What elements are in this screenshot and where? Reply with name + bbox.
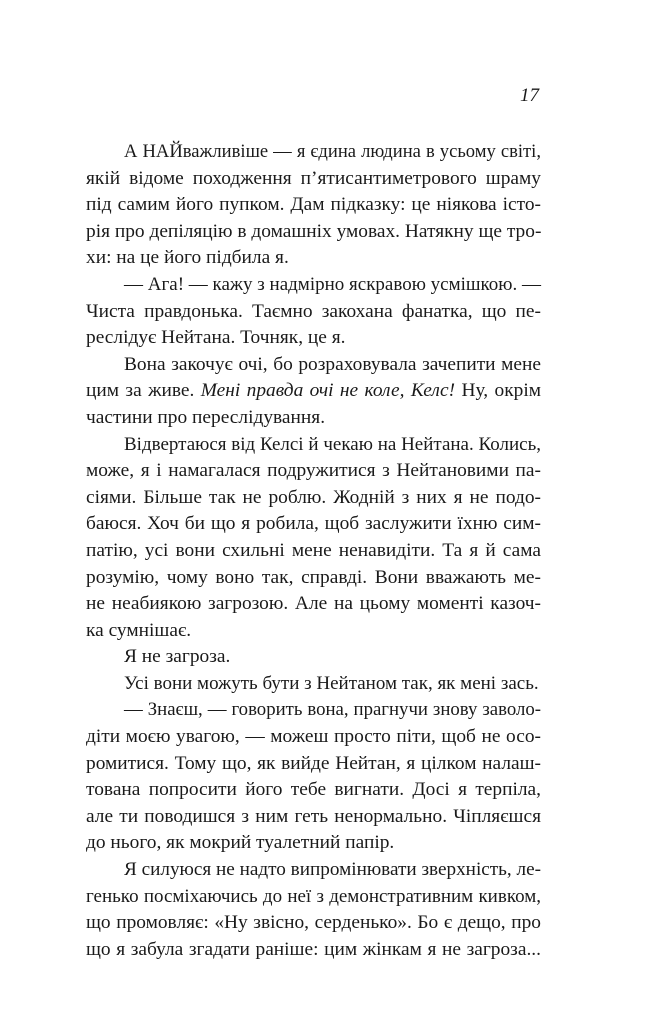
text-line: частини про переслідування.: [86, 406, 326, 428]
paragraph-8: [86, 857, 541, 963]
text-line: розумію, чому воно так, справді. Вони вважають ме-: [86, 566, 541, 588]
text-line: реслідує Нейтана. Точняк, це я.: [86, 327, 346, 349]
paragraph-3: [86, 352, 541, 432]
page-number: 17: [520, 85, 539, 106]
text-line: може, я і намагалася подружитися з Нейтановими па-: [86, 460, 541, 482]
paragraph-6: [86, 671, 541, 698]
paragraph-4: [86, 432, 541, 645]
text-line: діти моєю увагою, — можеш просто піти, щоб не осо-: [86, 726, 541, 748]
text-line: Я силуюся не надто випромінювати зверхність, ле-: [124, 859, 541, 881]
text-line: що промовляє: «Ну звісно, серденько». Бо є дещо, про: [86, 912, 541, 934]
text-line: Відвертаюся від Келсі й чекаю на Нейтана. Колись,: [124, 433, 541, 455]
text-line: але ти поводишся з ним геть ненормально. Чіпляєшся: [86, 805, 541, 827]
text-line: Чиста правдонька. Таємно закохана фанатка, що пе-: [86, 300, 541, 322]
text-line: патію, усі вони схильні мене ненавидіти. Та я й сама: [86, 539, 541, 561]
paragraph-2: [86, 272, 541, 352]
text-line: [86, 378, 541, 405]
text-line: генько посміхаючись до неї з демонстративним кивком,: [86, 885, 541, 907]
text-line: сіями. Більше так не роблю. Жодній з них я не подо-: [86, 486, 541, 508]
text-line: під самим його пупком. Дам підказку: це ніякова істо-: [86, 194, 541, 216]
text-run: цим за живе.: [86, 380, 201, 402]
text-line: — Ага! — кажу з надмірно яскравою усмішкою. —: [124, 273, 541, 295]
text-line: якій відоме походження п’ятисантиметрового шраму: [86, 167, 541, 189]
text-line: тована попросити його тебе вигнати. Досі я терпіла,: [86, 779, 541, 801]
paragraph-1: [86, 139, 541, 272]
text-line: що я забула згадати раніше: цим жінкам я не загроза...: [86, 938, 541, 960]
text-line: А НАЙважливіше — я єдина людина в усьому світі,: [124, 141, 541, 162]
italic-phrase: Мені правда очі не коле, Келс!: [200, 380, 456, 402]
text-line: не неабиякою загрозою. Але на цьому моменті казоч-: [86, 593, 541, 615]
text-line: ромитися. Тому що, як вийде Нейтан, я цілком налаш-: [86, 752, 541, 774]
text-run: Ну, окрім: [455, 380, 541, 402]
text-line: до нього, як мокрий туалетний папір.: [86, 832, 395, 854]
text-line: Вона закочує очі, бо розраховувала зачепити мене: [124, 353, 541, 375]
paragraph-7: [86, 697, 541, 857]
text-line: баюся. Хоч би що я робила, щоб заслужити їхню сим-: [86, 513, 541, 535]
text-line: ка сумнішає.: [86, 619, 192, 641]
text-line: Усі вони можуть бути з Нейтаном так, як мені зась.: [124, 672, 539, 694]
text-line: хи: на це його підбила я.: [86, 247, 289, 269]
text-line: — Знаєш, — говорить вона, прагнучи знову заволо-: [124, 699, 541, 721]
text-line: Я не загроза.: [124, 646, 231, 668]
paragraph-5: [86, 644, 541, 671]
text-line: рія про депіляцію в домашніх умовах. Натякну ще тро-: [86, 220, 542, 242]
body-text: [86, 139, 541, 963]
